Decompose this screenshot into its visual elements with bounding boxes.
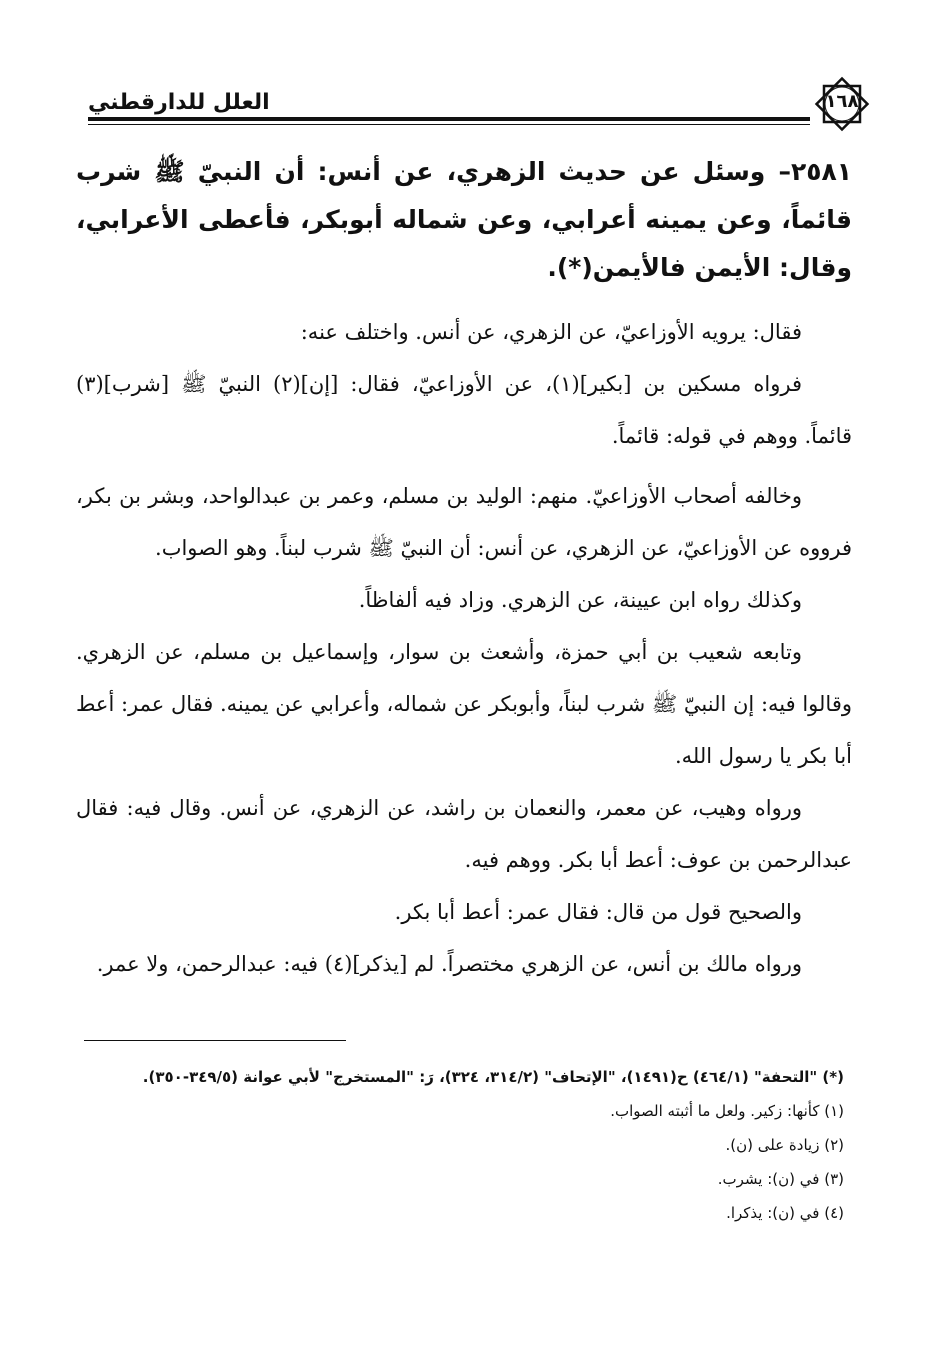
page-number-badge [812, 74, 872, 134]
paragraph: فرواه مسكين بن [بكير](١)، عن الأوزاعيّ، فقال: [إن](٢) النبيّ ﷺ [شرب](٣) قائماً. ووهم في قوله: قائماً. [76, 372, 852, 448]
paragraph: وتابعه شعيب بن أبي حمزة، وأشعث بن سوار، وإسماعيل بن مسلم، عن الزهري. وقالوا فيه: إن النبيّ ﷺ شرب لبناً، وأبوبكر عن شماله، وأعرابي عن يمينه. فقال عمر: أعط أبا بكر يا رسول الله. [76, 640, 852, 768]
paragraph: وكذلك رواه ابن عيينة، عن الزهري. وزاد فيه ألفاظاً. [358, 588, 802, 612]
footnote: (٢) زيادة على (ن). [725, 1136, 844, 1154]
footnote: (٤) في (ن): يذكرا. [726, 1204, 844, 1222]
footnote: (١) كأنها: زكير. ولعل ما أثبته الصواب. [610, 1102, 844, 1120]
page-number: ١٦٨ [825, 91, 859, 112]
header-rule-thin [88, 124, 810, 125]
paragraph: وخالفه أصحاب الأوزاعيّ. منهم: الوليد بن مسلم، وعمر بن عبدالواحد، وبشر بن بكر، فرووه عن الأوزاعيّ، عن الزهري، عن أنس: أن النبيّ ﷺ شرب لبناً. وهو الصواب. [76, 484, 852, 560]
footnote-separator [84, 1040, 346, 1041]
hadith-question: ٢٥٨١– وسئل عن حديث الزهري، عن أنس: أن النبيّ ﷺ شرب قائماً، وعن يمينه أعرابي، وعن شماله أبوبكر، فأعطى الأعرابي، وقال: الأيمن فالأيمن(*). [76, 157, 852, 282]
page-header [60, 72, 872, 132]
paragraph: ورواه وهيب، عن معمر، والنعمان بن راشد، عن الزهري، عن أنس. وقال فيه: فقال عبدالرحمن بن عوف: أعط أبا بكر. ووهم فيه. [76, 796, 852, 872]
main-text [76, 148, 852, 990]
paragraph: والصحيح قول من قال: فقال عمر: أعط أبا بكر. [394, 900, 802, 924]
header-rule-thick [88, 117, 810, 121]
paragraph: فقال: يرويه الأوزاعيّ، عن الزهري، عن أنس. واختلف عنه: [300, 320, 802, 344]
footnotes [76, 1060, 844, 1230]
footnote: (٣) في (ن): يشرب. [717, 1170, 844, 1188]
footnote-source: (*) "التحفة" (٤٦٤/١) ح(١٤٩١)، "الإتحاف" (٣١٤/٢، ٣٢٤)، رَ: "المستخرج" لأبي عوانة (٣٤٩/٥-٣٥٠). [142, 1068, 844, 1086]
book-title: العلل للدارقطني [88, 90, 270, 115]
paragraph: ورواه مالك بن أنس، عن الزهري مختصراً. لم [يذكر](٤) فيه: عبدالرحمن، ولا عمر. [96, 952, 802, 976]
